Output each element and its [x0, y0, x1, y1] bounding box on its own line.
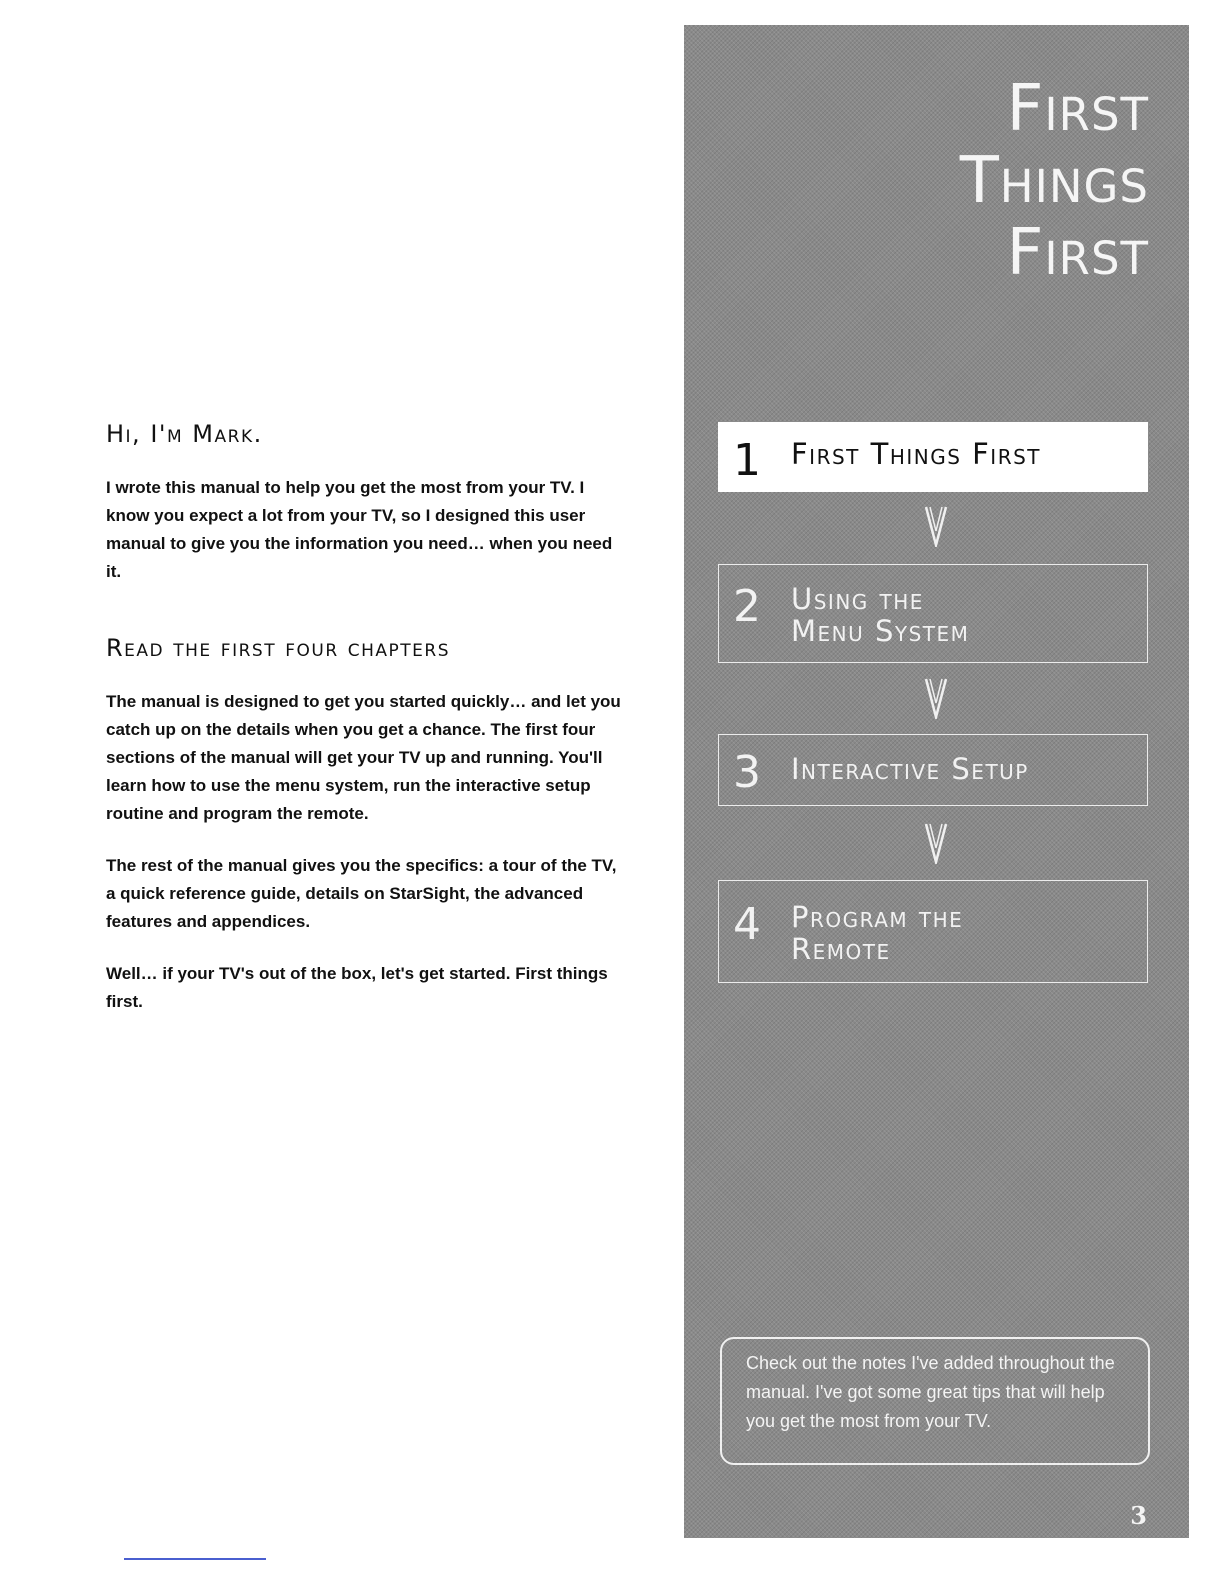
- chapter-sidebar: [684, 25, 1189, 1538]
- chevron-down-icon: [924, 505, 948, 547]
- chapter-4-box: [718, 880, 1148, 983]
- title-line-3: First: [1006, 216, 1149, 290]
- chapter-2-label-line-1: Using the: [791, 582, 924, 616]
- chapter-2-label-line-2: Menu System: [791, 614, 970, 648]
- title-line-2: Things: [959, 144, 1149, 218]
- page-number: 3: [1130, 1501, 1147, 1530]
- chapters-paragraph: The manual is designed to get you started quickly… and let you catch up on the details when you get a chance. The first four sections of the manual will get your TV up and running. You'll learn how to use the menu system, run the interactive setup routine and program the remote.: [106, 692, 621, 823]
- chapter-4-label-line-2: Remote: [791, 932, 891, 966]
- chevron-down-icon: [924, 822, 948, 864]
- chapter-3-number: 3: [733, 747, 761, 798]
- chapter-3-label: Interactive Setup: [791, 752, 1029, 786]
- chapter-1-number: 1: [733, 435, 761, 486]
- chapter-2-number: 2: [733, 581, 761, 632]
- specifics-paragraph: The rest of the manual gives you the specifics: a tour of the TV, a quick reference guide, details on StarSight, the advanced features and appendices.: [106, 856, 617, 931]
- chapter-1-box: [718, 422, 1148, 492]
- chapters-heading: Read the first four chapters: [106, 634, 451, 662]
- chapter-4-label-line-1: Program the: [791, 900, 964, 934]
- sidebar-title: [960, 73, 1149, 289]
- intro-column: [106, 420, 626, 1040]
- tip-note: Check out the notes I've added throughout the manual. I've got some great tips that will help you get the most from your TV.: [720, 1337, 1150, 1465]
- chapter-1-label: First Things First: [791, 437, 1042, 471]
- greeting-heading: Hi, I'm Mark.: [106, 420, 263, 448]
- chapter-2-box: [718, 564, 1148, 663]
- title-line-1: First: [1006, 72, 1149, 146]
- chapter-4-number: 4: [733, 899, 761, 950]
- chapter-3-box: [718, 734, 1148, 806]
- footer-rule: [124, 1558, 266, 1560]
- start-paragraph: Well… if your TV's out of the box, let's get started. First things first.: [106, 964, 608, 1011]
- chevron-down-icon: [924, 677, 948, 719]
- intro-paragraph: I wrote this manual to help you get the most from your TV. I know you expect a lot from your TV, so I designed this user manual to give you the information you need… when you need it.: [106, 478, 613, 581]
